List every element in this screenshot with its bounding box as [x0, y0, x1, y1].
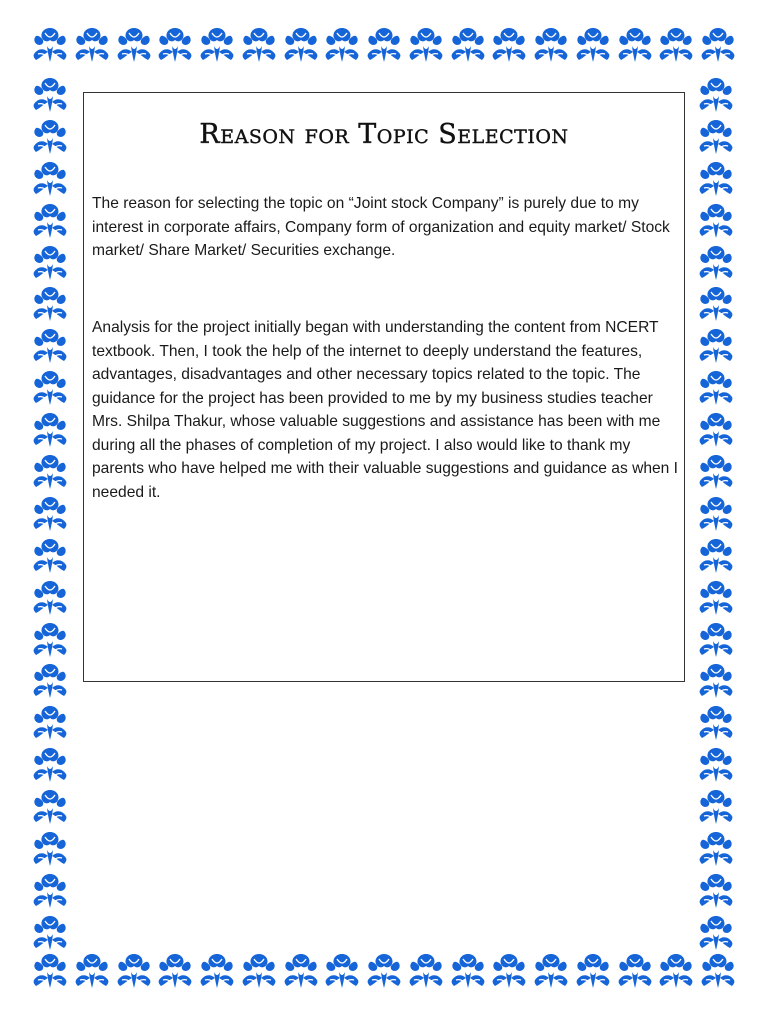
content-box: [83, 92, 685, 682]
blue-flower-icon: [364, 950, 404, 990]
blue-flower-icon: [30, 577, 70, 617]
blue-flower-icon: [406, 950, 446, 990]
blue-flower-icon: [696, 870, 736, 910]
blue-flower-icon: [239, 950, 279, 990]
blue-flower-icon: [696, 409, 736, 449]
blue-flower-icon: [448, 950, 488, 990]
blue-flower-icon: [696, 283, 736, 323]
blue-flower-icon: [30, 451, 70, 491]
blue-flower-icon: [30, 74, 70, 114]
blue-flower-icon: [30, 660, 70, 700]
blue-flower-icon: [489, 950, 529, 990]
blue-flower-icon: [281, 24, 321, 64]
blue-flower-icon: [656, 24, 696, 64]
blue-flower-icon: [114, 24, 154, 64]
blue-flower-icon: [197, 950, 237, 990]
blue-flower-icon: [696, 660, 736, 700]
blue-flower-icon: [696, 116, 736, 156]
blue-flower-icon: [155, 950, 195, 990]
blue-flower-icon: [696, 367, 736, 407]
blue-flower-icon: [30, 116, 70, 156]
blue-flower-icon: [696, 702, 736, 742]
blue-flower-icon: [615, 24, 655, 64]
blue-flower-icon: [30, 786, 70, 826]
blue-flower-icon: [197, 24, 237, 64]
blue-flower-icon: [30, 409, 70, 449]
blue-flower-icon: [696, 828, 736, 868]
blue-flower-icon: [406, 24, 446, 64]
blue-flower-icon: [656, 950, 696, 990]
blue-flower-icon: [364, 24, 404, 64]
blue-flower-icon: [696, 535, 736, 575]
blue-flower-icon: [30, 744, 70, 784]
decorative-border-right: [696, 74, 740, 952]
blue-flower-icon: [696, 242, 736, 282]
blue-flower-icon: [30, 950, 70, 990]
blue-flower-icon: [30, 367, 70, 407]
blue-flower-icon: [30, 912, 70, 952]
blue-flower-icon: [531, 950, 571, 990]
blue-flower-icon: [696, 158, 736, 198]
blue-flower-icon: [698, 950, 738, 990]
blue-flower-icon: [696, 912, 736, 952]
blue-flower-icon: [30, 493, 70, 533]
blue-flower-icon: [696, 744, 736, 784]
blue-flower-icon: [30, 828, 70, 868]
blue-flower-icon: [489, 24, 529, 64]
blue-flower-icon: [573, 950, 613, 990]
paragraph-analysis: Analysis for the project initially began with understanding the content from NCERT textbook. Then, I took the help of the internet to deeply understand the features, advantages, disadvantages and other necessary topics related to the topic. The guidance for the project has been provided to me by my business studies teacher Mrs. Shilpa Thakur, whose valuable suggestions and assistance has been with me during all the phases of completion of my project. I also would like to thank my parents who have helped me with their valuable suggestions and guidance as when I needed it.: [92, 319, 679, 501]
blue-flower-icon: [30, 283, 70, 323]
decorative-border-left: [30, 74, 74, 952]
blue-flower-icon: [30, 619, 70, 659]
blue-flower-icon: [72, 24, 112, 64]
blue-flower-icon: [30, 158, 70, 198]
decorative-border-bottom: [30, 950, 738, 1002]
blue-flower-icon: [448, 24, 488, 64]
page-title: Reason for Topic Selection: [199, 119, 569, 151]
blue-flower-icon: [30, 535, 70, 575]
blue-flower-icon: [696, 493, 736, 533]
blue-flower-icon: [696, 577, 736, 617]
blue-flower-icon: [696, 200, 736, 240]
blue-flower-icon: [30, 242, 70, 282]
decorative-border-top: [30, 24, 738, 76]
blue-flower-icon: [30, 870, 70, 910]
blue-flower-icon: [30, 24, 70, 64]
blue-flower-icon: [30, 200, 70, 240]
blue-flower-icon: [322, 950, 362, 990]
blue-flower-icon: [30, 325, 70, 365]
blue-flower-icon: [696, 74, 736, 114]
blue-flower-icon: [281, 950, 321, 990]
blue-flower-icon: [155, 24, 195, 64]
blue-flower-icon: [322, 24, 362, 64]
blue-flower-icon: [696, 786, 736, 826]
blue-flower-icon: [239, 24, 279, 64]
blue-flower-icon: [573, 24, 613, 64]
blue-flower-icon: [72, 950, 112, 990]
blue-flower-icon: [698, 24, 738, 64]
blue-flower-icon: [696, 619, 736, 659]
blue-flower-icon: [696, 451, 736, 491]
blue-flower-icon: [615, 950, 655, 990]
blue-flower-icon: [696, 325, 736, 365]
blue-flower-icon: [30, 702, 70, 742]
blue-flower-icon: [531, 24, 571, 64]
paragraph-reason: The reason for selecting the topic on “Joint stock Company” is purely due to my interest in corporate affairs, Company form of organization and equity market/ Stock market/ Share Market/ Securities exchange.: [92, 195, 670, 259]
blue-flower-icon: [114, 950, 154, 990]
